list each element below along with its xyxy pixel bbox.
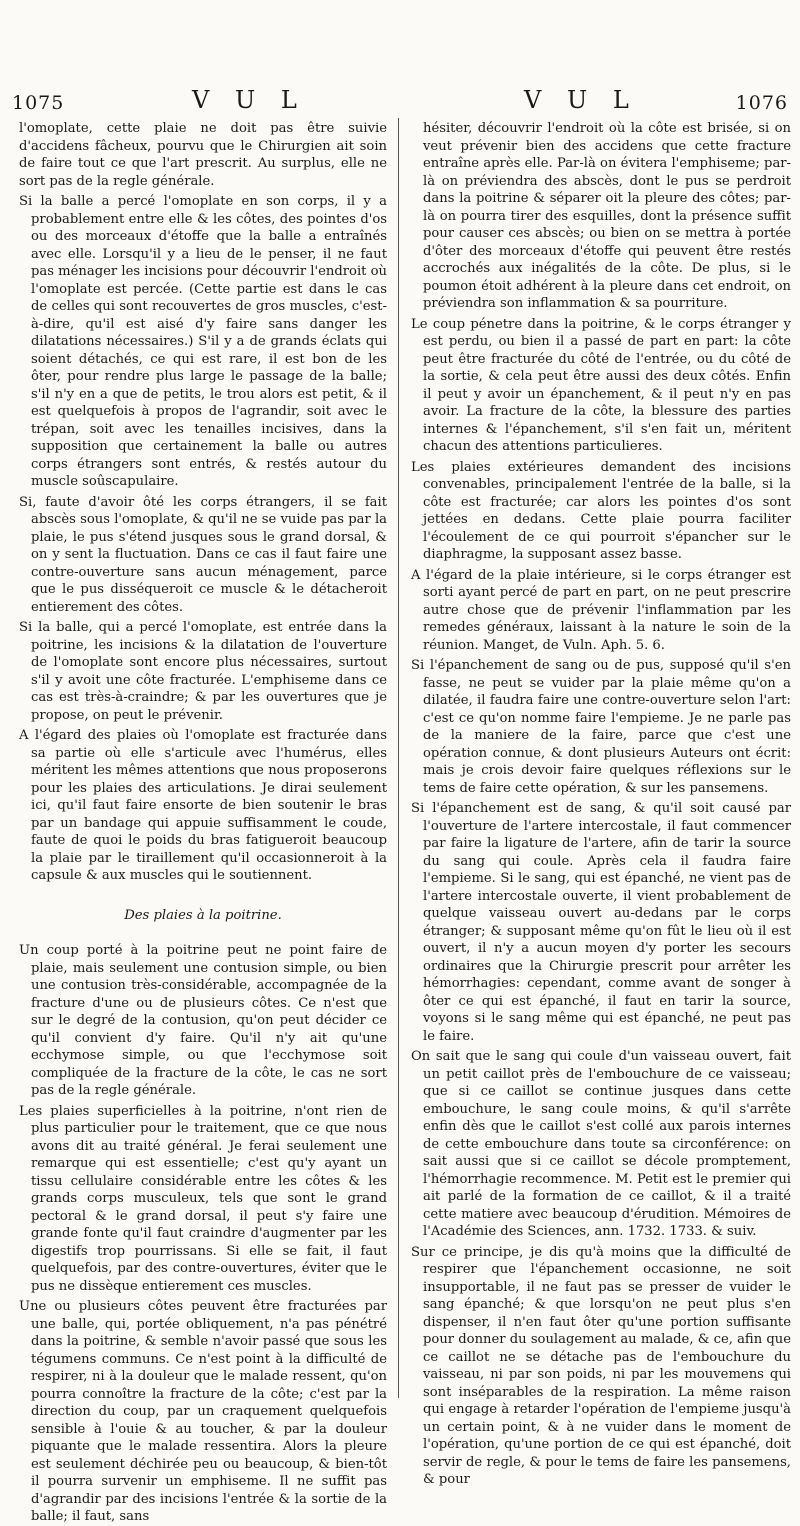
paragraph: Si l'épanchement de sang ou de pus, supposé qu'il s'en fasse, ne peut se vuider par la plaie même qu'on a dilatée, il faudra faire une contre-ouverture selon l'art: c'est ce qu'on nomme faire l'empieme. Je ne parle pas de la maniere de la faire, parce que c'est une opération connue, & dont plusieurs Auteurs ont écrit: mais je crois devoir faire quelques réflexions sur le tems de faire cette opération, & sur les pansemens.: [411, 658, 791, 796]
paragraph: Les plaies superficielles à la poitrine, n'ont rien de plus particulier pour le traitement, que ce que nous avons dit au traité général. Je ferai seulement une remarque qui est essentielle; c'est qu'y ayant un tissu cellulaire considérable entre les côtes & les grands corps musculeux, tels que sont le grand pectoral & le grand dorsal, il peut s'y faire une grande fonte qu'il faut craindre d'augmenter par les digestifs trop pourrissans. Si elle se fait, il faut quelquefois, par des contre-ouvertures, éviter que le pus ne dissèque entierement ces muscles.: [19, 1103, 387, 1294]
paragraph: Le coup pénetre dans la poitrine, & le corps étranger y est perdu, ou bien il a passé de part en part: la côte peut être fracturée du côté de l'entrée, ou du côté de la sortie, & cela peut être aussi des deux côtés. Enfin il peut y avoir un épanchement, & il peut n'y en pas avoir. La fracture de la côte, la blessure des parties internes & l'épanchement, s'il s'en fait un, méritent chacun des attentions particulieres.: [411, 316, 791, 454]
column-rule: [398, 118, 399, 1398]
page-number-right: 1076: [735, 92, 788, 114]
paragraph: A l'égard des plaies où l'omoplate est fracturée dans sa partie où elle s'articule avec l'humérus, elles méritent les mêmes attentions que nous proposerons pour les plaies des articulations. Je dirai seulement ici, qu'il faut faire ensorte de bien soutenir le bras par un bandage qui appuie suffisamment le coude, faute de quoi le poids du bras fatigueroit beaucoup la plaie par le tiraillement qu'il occasionneroit à la capsule & aux muscles qui le soutiennent.: [19, 728, 387, 883]
paragraph: hésiter, découvrir l'endroit où la côte est brisée, si on veut prévenir bien des accidens que cette fracture entraîne après elle. Par-là on évitera l'emphiseme; par-là on préviendra des abscès, dont le pus se perdroit dans la poitrine & séparer oit la pleure des côtes; par-là on pourra tirer des esquilles, dont la présence suffit pour causer ces abscès; ou bien on se mettra à portée d'ôter des morceaux d'étoffe qui peuvent être restés accrochés aux inégalités de la côte. De plus, si le poumon étoit adhérent à la pleure dans cet endroit, on préviendra son inflammation & sa pourriture.: [423, 121, 791, 311]
paragraph: Une ou plusieurs côtes peuvent être fracturées par une balle, qui, portée obliquement, n'a pas pénétré dans la poitrine, & semble n'avoir passé que sous les tégumens communs. Ce n'est point à la difficulté de respirer, ni à la douleur que le malade ressent, qu'on pourra connoître la fracture de la côte; c'est par la direction du coup, par un craquement quelquefois sensible à l'ouie & au toucher, & par la douleur piquante que le malade ressentira. Alors la pleure est seulement déchirée peu ou beaucoup, & bien-tôt il pourra survenir un emphiseme. Il ne suffit pas d'agrandir par des incisions l'entrée & la sortie de la balle; il faut, sans: [19, 1299, 387, 1524]
paragraph: Si la balle a percé l'omoplate en son corps, il y a probablement entre elle & les côtes, des pointes d'os ou des morceaux d'étoffe que la balle a entraînés avec elle. Lorsqu'il y a lieu de le penser, il ne faut pas ménager les incisions pour découvrir l'endroit où l'omoplate est percée. (Cette partie est dans le cas de celles qui sont recouvertes de gros muscles, c'est-à-dire, qu'il est aisé d'y faire sans danger les dilatations nécessaires.) S'il y a de grands éclats qui soient détachés, ce qui est rare, il est bon de les ôter, pour rendre plus large le passage de la balle; s'il n'y en a que de petits, le trou alors est petit, & il est quelquefois à propos de l'agrandir, soit avec le trépan, soit avec les tenailles incisives, dans la supposition que certainement la balle ou autres corps étrangers sont entrés, & restés autour du muscle soûscapulaire.: [19, 194, 387, 489]
paragraph: Si la balle, qui a percé l'omoplate, est entrée dans la poitrine, les incisions & la dilatation de l'ouverture de l'omoplate sont encore plus nécessaires, surtout s'il y avoit une côte fracturée. L'emphiseme dans ce cas est très-à-craindre; & par les ouvertures que je propose, on peut le prévenir.: [19, 620, 387, 723]
paragraph: Si l'épanchement est de sang, & qu'il soit causé par l'ouverture de l'artere intercostale, il faut commencer par faire la ligature de l'artere, afin de tarir la source du sang qui coule. Après cela il faudra faire l'empieme. Si le sang, qui est épanché, ne vient pas de l'artere intercostale ouverte, il vient probablement de quelque vaisseau ouvert au-dedans par le corps étranger; & supposant même qu'on fût le lieu où il est ouvert, il n'y a aucun moyen d'y porter les secours ordinaires que la Chirurgie prescrit pour arrêter les hémorrhagies: cependant, comme avant de songer à ôter ce qui est épanché, il faut en tarir la source, voyons si le sang même qui est épanché, ne peut pas le faire.: [411, 801, 791, 1044]
paragraph: Si, faute d'avoir ôté les corps étrangers, il se fait abscès sous l'omoplate, & qu'il ne se vuide pas par la plaie, le pus s'étend jusques sous le grand dorsal, & on y sent la fluctuation. Dans ce cas il faut faire une contre-ouverture sans aucun ménagement, parce que le pus disséqueroit ce muscle & le détacheroit entierement des côtes.: [19, 494, 387, 615]
paragraph: Sur ce principe, je dis qu'à moins que la difficulté de respirer que l'épanchement occasionne, ne soit insupportable, il ne faut pas se presser de vuider le sang épanché; & que lorsqu'on ne peut plus s'en dispenser, il n'en faut ôter qu'une portion suffisante pour donner du soulagement au malade, & ce, afin que ce caillot ne se détache pas de l'embouchure du vaisseau, ni par son poids, ni par les mouvemens qui sont inséparables de la respiration. La même raison qui engage à retarder l'opération de l'empieme jusqu'à un certain point, & à ne vuider dans le moment de l'opération, qu'une portion de ce qui est épanché, doit servir de regle, & pour le tems de faire les pansemens, & pour: [411, 1244, 791, 1487]
page-number-left: 1075: [12, 92, 65, 114]
paragraph: On sait que le sang qui coule d'un vaisseau ouvert, fait un petit caillot près de l'embouchure de ce vaisseau; que si ce caillot se continue jusques dans cette embouchure, le sang coule moins, & qu'il s'arrête enfin dès que le caillot s'est collé aux parois internes de cette embouchure dans toute sa circonférence: on sait aussi que si ce caillot se décole promptement, l'hémorrhagie recommence. M. Petit est le premier qui ait parlé de la formation de ce caillot, & il a traité cette matiere avec beaucoup d'érudition. Mémoires de l'Académie des Sciences, ann. 1732. 1733. & suiv.: [411, 1049, 791, 1239]
page-header: [12, 86, 788, 120]
right-column: [411, 120, 791, 1487]
paragraph: Un coup porté à la poitrine peut ne point faire de plaie, mais seulement une contusion simple, ou bien une contusion très-considérable, accompagnée de la fracture d'une ou de plusieurs côtes. Ce n'est que sur le degré de la contusion, qu'on peut décider ce qu'il convient d'y faire. Qu'il n'y ait qu'une ecchymose simple, ou que l'ecchymose soit compliquée de la fracture de la côte, le cas ne sort pas de la regle générale.: [19, 943, 387, 1098]
paragraph: A l'égard de la plaie intérieure, si le corps étranger est sorti ayant percé de part en part, on ne peut prescrire autre chose que de prévenir l'inflammation par les remedes généraux, laissant à la nature le soin de la réunion. Manget, de Vuln. Aph. 5. 6.: [411, 567, 791, 653]
left-column: [19, 120, 387, 1524]
paragraph: l'omoplate, cette plaie ne doit pas être suivie d'accidens fâcheux, pourvu que le Chirurgien ait soin de faire tout ce que l'art prescrit. Au surplus, elle ne sort pas de la regle générale.: [19, 121, 387, 189]
running-head-right: V U L: [524, 86, 638, 114]
paragraph: Les plaies extérieures demandent des incisions convenables, principalement l'entrée de la balle, si la côte est fracturée; car alors les pointes d'os sont jettées en dedans. Cette plaie pourra faciliter l'écoulement de ce qui pourroit s'épancher sur le diaphragme, la supposant assez basse.: [411, 459, 791, 562]
running-head-left: V U L: [192, 86, 306, 114]
section-title: Des plaies à la poitrine.: [124, 907, 282, 923]
